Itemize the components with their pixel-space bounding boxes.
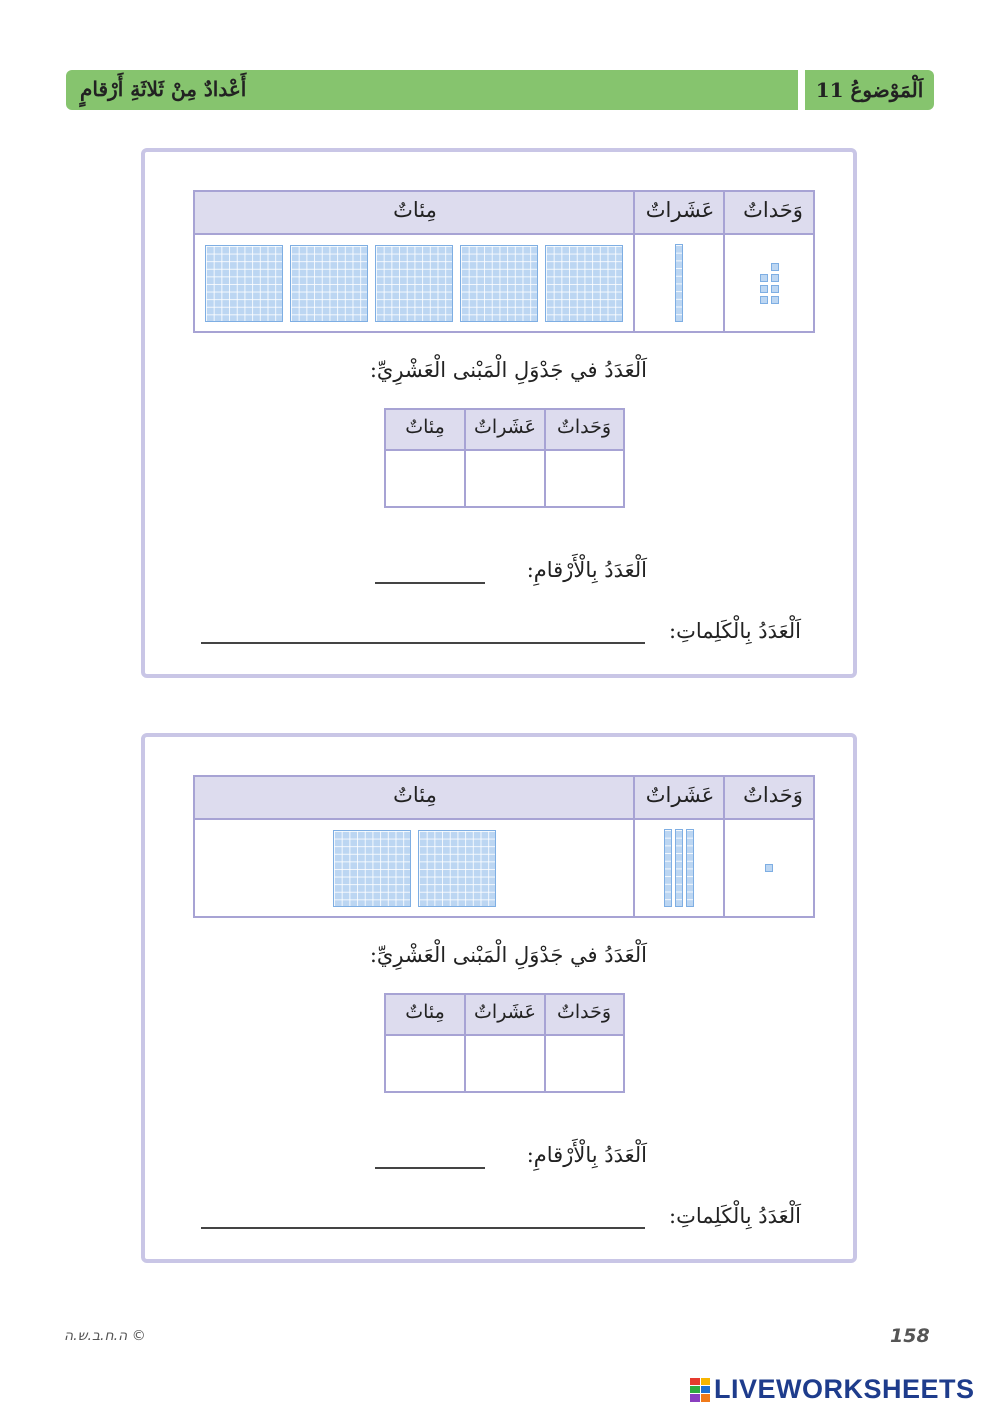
- column-units-label: وَحَداتٌ: [743, 783, 803, 807]
- hundred-block: [375, 245, 453, 322]
- decimal-table-1: [384, 408, 625, 508]
- caption-digits: اَلْعَدَدُ بِالْأَرْقامِ:: [526, 1143, 647, 1167]
- column-tens-label: عَشَراتٌ: [645, 198, 715, 222]
- unit-cube: [760, 296, 768, 304]
- column-units-label: وَحَداتٌ: [743, 198, 803, 222]
- digits-answer-line[interactable]: [375, 582, 485, 584]
- caption-words: اَلْعَدَدُ بِالْكَلِماتِ:: [669, 619, 801, 643]
- table-units-header: وَحَداتٌ: [556, 1001, 612, 1023]
- ten-rod: [675, 829, 683, 907]
- brand-text: LIVEWORKSHEETS: [714, 1374, 975, 1404]
- words-answer-line[interactable]: [201, 1227, 645, 1229]
- table-hundreds-header: مِئاتٌ: [405, 416, 445, 438]
- unit-cube: [771, 274, 779, 282]
- units-answer-cell[interactable]: [546, 451, 623, 506]
- digits-answer-line[interactable]: [375, 1167, 485, 1169]
- unit-cube: [760, 274, 768, 282]
- hundred-block: [418, 830, 496, 907]
- caption-decimal-table: اَلْعَدَدُ في جَدْوَلِ الْمَبْنى الْعَشْرِيِّ:: [369, 358, 647, 382]
- tens-answer-cell[interactable]: [466, 451, 544, 506]
- unit-cube: [765, 864, 773, 872]
- copyright-text: ה.ח.ב.ש.ה ©: [64, 1328, 146, 1344]
- column-hundreds-label: مِئاتٌ: [393, 198, 437, 222]
- hundreds-answer-cell[interactable]: [386, 1036, 464, 1091]
- hundred-block: [205, 245, 283, 322]
- page-number: 158: [890, 1325, 930, 1347]
- hundred-block: [460, 245, 538, 322]
- topic-title: أَعْدادٌ مِنْ ثَلاثَةِ أَرْقامٍ: [80, 77, 247, 101]
- place-value-chart-2: [193, 775, 815, 918]
- column-tens-label: عَشَراتٌ: [645, 783, 715, 807]
- table-units-header: وَحَداتٌ: [556, 416, 612, 438]
- caption-words: اَلْعَدَدُ بِالْكَلِماتِ:: [669, 1204, 801, 1228]
- exercise-card-2: [141, 733, 857, 1263]
- ten-rod: [675, 244, 683, 322]
- caption-decimal-table: اَلْعَدَدُ في جَدْوَلِ الْمَبْنى الْعَشْرِيِّ:: [369, 943, 647, 967]
- place-value-chart-1: [193, 190, 815, 333]
- hundreds-answer-cell[interactable]: [386, 451, 464, 506]
- table-tens-header: عَشَراتٌ: [474, 1001, 536, 1023]
- liveworksheets-logo-icon: [690, 1378, 710, 1402]
- liveworksheets-brand: [690, 1374, 975, 1405]
- topic-title-bar: [66, 70, 798, 110]
- table-hundreds-header: مِئاتٌ: [405, 1001, 445, 1023]
- ten-rod: [686, 829, 694, 907]
- unit-cube: [771, 263, 779, 271]
- column-hundreds-label: مِئاتٌ: [393, 783, 437, 807]
- exercise-card-1: [141, 148, 857, 678]
- unit-cube: [771, 296, 779, 304]
- unit-cube: [771, 285, 779, 293]
- topic-label: اَلْمَوْضوعُ 11: [815, 78, 924, 102]
- tens-answer-cell[interactable]: [466, 1036, 544, 1091]
- table-tens-header: عَشَراتٌ: [474, 416, 536, 438]
- hundred-block: [545, 245, 623, 322]
- topic-label-bar: [805, 70, 934, 110]
- caption-digits: اَلْعَدَدُ بِالْأَرْقامِ:: [526, 558, 647, 582]
- hundred-block: [333, 830, 411, 907]
- units-answer-cell[interactable]: [546, 1036, 623, 1091]
- words-answer-line[interactable]: [201, 642, 645, 644]
- hundred-block: [290, 245, 368, 322]
- unit-cube: [760, 285, 768, 293]
- ten-rod: [664, 829, 672, 907]
- decimal-table-2: [384, 993, 625, 1093]
